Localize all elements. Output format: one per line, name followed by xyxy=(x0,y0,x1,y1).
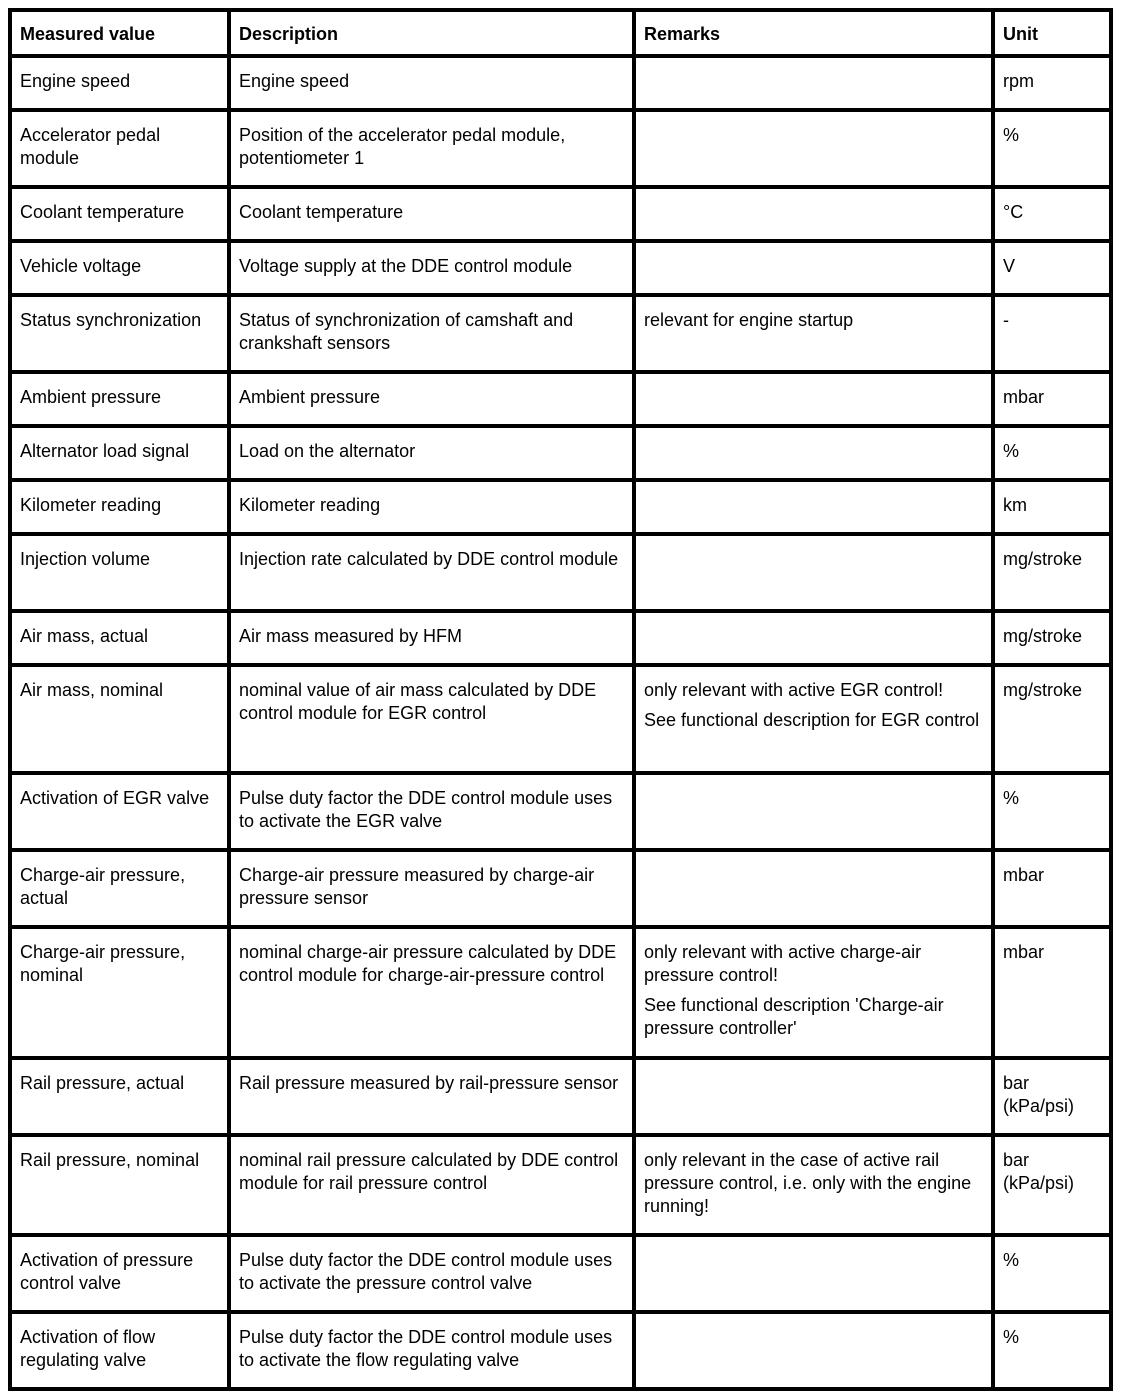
remarks-cell xyxy=(634,426,993,480)
unit-cell: % xyxy=(993,1312,1111,1389)
measured-value-cell: Kilometer reading xyxy=(10,480,229,534)
table-row xyxy=(10,611,1111,665)
measured-value-cell: Status synchronization xyxy=(10,295,229,372)
table-row xyxy=(10,241,1111,295)
header-remarks: Remarks xyxy=(634,10,993,56)
table-row xyxy=(10,426,1111,480)
measured-value-cell: Alternator load signal xyxy=(10,426,229,480)
table-row xyxy=(10,480,1111,534)
remark-paragraph: only relevant with active charge-air pressure control! xyxy=(644,942,922,985)
remarks-cell xyxy=(634,665,993,773)
table-row xyxy=(10,1135,1111,1235)
measured-value-cell: Rail pressure, nominal xyxy=(10,1135,229,1235)
measured-value-cell: Activation of pressure control valve xyxy=(10,1235,229,1312)
unit-cell: bar (kPa/psi) xyxy=(993,1058,1111,1135)
measured-value-cell: Injection volume xyxy=(10,534,229,611)
remarks-cell xyxy=(634,1058,993,1135)
unit-cell: mbar xyxy=(993,850,1111,927)
remarks-cell xyxy=(634,1235,993,1312)
measured-value-cell: Accelerator pedal module xyxy=(10,110,229,187)
remarks-cell xyxy=(634,241,993,295)
remarks-cell xyxy=(634,372,993,426)
description-cell: Kilometer reading xyxy=(229,480,634,534)
header-measured-value: Measured value xyxy=(10,10,229,56)
remarks-cell xyxy=(634,1135,993,1235)
measured-values-table xyxy=(8,8,1113,1391)
table-header xyxy=(10,10,1111,56)
description-cell: Pulse duty factor the DDE control module uses to activate the EGR valve xyxy=(229,773,634,850)
unit-cell: bar (kPa/psi) xyxy=(993,1135,1111,1235)
remark-paragraph: only relevant in the case of active rail pressure control, i.e. only with the engine running! xyxy=(644,1150,972,1216)
measured-value-cell: Activation of flow regulating valve xyxy=(10,1312,229,1389)
table-row xyxy=(10,372,1111,426)
table-row xyxy=(10,110,1111,187)
measured-value-cell: Vehicle voltage xyxy=(10,241,229,295)
description-cell: Load on the alternator xyxy=(229,426,634,480)
remarks-cell xyxy=(634,110,993,187)
table-row xyxy=(10,665,1111,773)
description-cell: Pulse duty factor the DDE control module uses to activate the pressure control valve xyxy=(229,1235,634,1312)
unit-cell: mg/stroke xyxy=(993,611,1111,665)
remarks-cell xyxy=(634,773,993,850)
remarks-cell xyxy=(634,534,993,611)
description-cell: nominal charge-air pressure calculated by DDE control module for charge-air-pressure control xyxy=(229,927,634,1058)
unit-cell: % xyxy=(993,426,1111,480)
measured-value-cell: Ambient pressure xyxy=(10,372,229,426)
description-cell: Ambient pressure xyxy=(229,372,634,426)
table-row xyxy=(10,1235,1111,1312)
description-cell: Pulse duty factor the DDE control module uses to activate the flow regulating valve xyxy=(229,1312,634,1389)
measured-value-cell: Air mass, nominal xyxy=(10,665,229,773)
table-row xyxy=(10,1058,1111,1135)
table-row xyxy=(10,187,1111,241)
unit-cell: % xyxy=(993,1235,1111,1312)
description-cell: Air mass measured by HFM xyxy=(229,611,634,665)
unit-cell: - xyxy=(993,295,1111,372)
table-row xyxy=(10,927,1111,1058)
description-cell: Rail pressure measured by rail-pressure sensor xyxy=(229,1058,634,1135)
description-cell: Charge-air pressure measured by charge-air pressure sensor xyxy=(229,850,634,927)
description-cell: nominal value of air mass calculated by DDE control module for EGR control xyxy=(229,665,634,773)
table-row xyxy=(10,534,1111,611)
remarks-cell xyxy=(634,850,993,927)
unit-cell: mg/stroke xyxy=(993,534,1111,611)
remarks-cell xyxy=(634,187,993,241)
description-cell: Status of synchronization of camshaft and crankshaft sensors xyxy=(229,295,634,372)
description-cell: Engine speed xyxy=(229,56,634,110)
measured-value-cell: Charge-air pressure, actual xyxy=(10,850,229,927)
unit-cell: °C xyxy=(993,187,1111,241)
unit-cell: km xyxy=(993,480,1111,534)
measured-value-cell: Engine speed xyxy=(10,56,229,110)
table-row xyxy=(10,295,1111,372)
header-description: Description xyxy=(229,10,634,56)
unit-cell: rpm xyxy=(993,56,1111,110)
measured-value-cell: Charge-air pressure, nominal xyxy=(10,927,229,1058)
description-cell: Injection rate calculated by DDE control module xyxy=(229,534,634,611)
unit-cell: V xyxy=(993,241,1111,295)
measured-value-cell: Rail pressure, actual xyxy=(10,1058,229,1135)
description-cell: Voltage supply at the DDE control module xyxy=(229,241,634,295)
description-cell: nominal rail pressure calculated by DDE control module for rail pressure control xyxy=(229,1135,634,1235)
remark-paragraph: See functional description for EGR control xyxy=(644,710,980,730)
unit-cell: mg/stroke xyxy=(993,665,1111,773)
remarks-cell xyxy=(634,1312,993,1389)
unit-cell: % xyxy=(993,110,1111,187)
table-body xyxy=(10,56,1111,1389)
unit-cell: % xyxy=(993,773,1111,850)
remarks-cell xyxy=(634,611,993,665)
unit-cell: mbar xyxy=(993,372,1111,426)
table-row xyxy=(10,56,1111,110)
measured-value-cell: Air mass, actual xyxy=(10,611,229,665)
description-cell: Coolant temperature xyxy=(229,187,634,241)
remarks-cell xyxy=(634,480,993,534)
measured-value-cell: Activation of EGR valve xyxy=(10,773,229,850)
description-cell: Position of the accelerator pedal module, potentiometer 1 xyxy=(229,110,634,187)
unit-cell: mbar xyxy=(993,927,1111,1058)
remarks-cell xyxy=(634,295,993,372)
remarks-cell xyxy=(634,56,993,110)
table-row xyxy=(10,850,1111,927)
header-row xyxy=(10,10,1111,56)
remark-paragraph: See functional description 'Charge-air pressure controller' xyxy=(644,995,944,1038)
measured-value-cell: Coolant temperature xyxy=(10,187,229,241)
remark-paragraph: relevant for engine startup xyxy=(644,310,854,330)
table-row xyxy=(10,773,1111,850)
remarks-cell xyxy=(634,927,993,1058)
table-row xyxy=(10,1312,1111,1389)
remark-paragraph: only relevant with active EGR control! xyxy=(644,680,944,700)
header-unit: Unit xyxy=(993,10,1111,56)
